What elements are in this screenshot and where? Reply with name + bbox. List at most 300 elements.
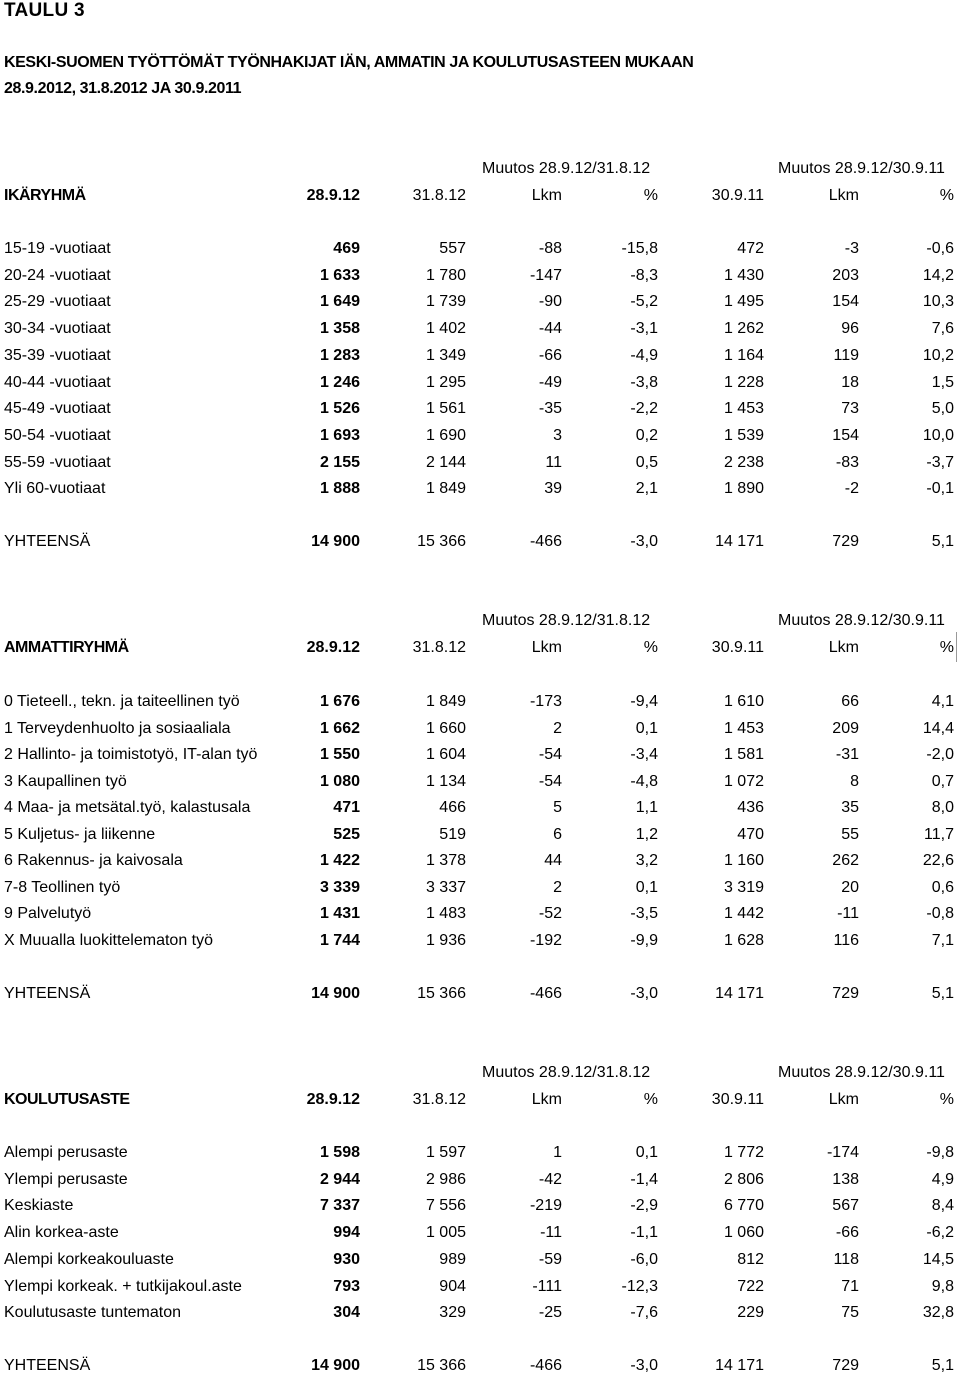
cell-change-pct-1: -3,0 xyxy=(630,533,658,550)
cell-change-lkm-1: 2 xyxy=(553,720,562,737)
cell-change-pct-2: 10,0 xyxy=(922,427,954,444)
cell-value-31-8-12: 1 660 xyxy=(425,720,466,737)
cell-change-pct-2: -0,6 xyxy=(926,240,954,257)
cell-value-28-9-12: 14 900 xyxy=(311,533,360,550)
cell-value-28-9-12: 1 283 xyxy=(319,347,360,364)
cell-change-pct-2: 7,1 xyxy=(931,932,954,949)
cell-value-28-9-12: 1 080 xyxy=(319,773,360,790)
col-header-pct: % xyxy=(643,187,658,204)
cell-value-31-8-12: 15 366 xyxy=(417,985,466,1002)
col-header-date3: 30.9.11 xyxy=(711,1091,764,1108)
cell-change-pct-2: -0,1 xyxy=(926,480,954,497)
table-row xyxy=(0,1195,960,1217)
total-row xyxy=(0,1355,960,1377)
table-row xyxy=(0,1142,960,1164)
table-row xyxy=(0,718,960,740)
cell-change-lkm-2: 203 xyxy=(832,267,859,284)
row-label: 7-8 Teollinen työ xyxy=(4,879,121,896)
cell-change-lkm-2: 729 xyxy=(832,1357,859,1374)
cell-value-31-8-12: 15 366 xyxy=(417,533,466,550)
cell-value-28-9-12: 1 676 xyxy=(319,693,360,710)
row-label: 20-24 -vuotiaat xyxy=(4,267,111,284)
cell-value-30-9-11: 2 806 xyxy=(723,1171,764,1188)
cell-change-lkm-2: -174 xyxy=(826,1144,859,1161)
col-header-pct: % xyxy=(643,1091,658,1108)
cell-value-28-9-12: 930 xyxy=(333,1251,360,1268)
cell-value-31-8-12: 1 849 xyxy=(425,480,466,497)
cell-change-pct-2: 5,1 xyxy=(931,985,954,1002)
section-heading: AMMATTIRYHMÄ xyxy=(4,639,129,656)
cell-change-lkm-1: -88 xyxy=(538,240,562,257)
cell-value-31-8-12: 1 780 xyxy=(425,267,466,284)
cell-value-28-9-12: 1 431 xyxy=(319,905,360,922)
cell-change-pct-2: 4,1 xyxy=(931,693,954,710)
cell-change-pct-1: -5,2 xyxy=(630,293,658,310)
cell-change-lkm-2: 209 xyxy=(832,720,859,737)
row-label: Ylempi perusaste xyxy=(4,1171,128,1188)
cell-value-30-9-11: 1 772 xyxy=(723,1144,764,1161)
row-label: 45-49 -vuotiaat xyxy=(4,400,111,417)
cell-change-pct-1: 3,2 xyxy=(635,852,658,869)
cell-value-28-9-12: 525 xyxy=(333,826,360,843)
cell-value-28-9-12: 1 649 xyxy=(319,293,360,310)
col-header-date3: 30.9.11 xyxy=(711,639,764,656)
cell-change-lkm-2: -3 xyxy=(844,240,859,257)
cell-value-28-9-12: 3 339 xyxy=(319,879,360,896)
table-row xyxy=(0,1302,960,1324)
cell-value-31-8-12: 989 xyxy=(439,1251,466,1268)
table-row xyxy=(0,824,960,846)
group-header-change-1: Muutos 28.9.12/31.8.12 xyxy=(482,1064,651,1081)
cell-value-31-8-12: 7 556 xyxy=(425,1197,466,1214)
cell-value-30-9-11: 812 xyxy=(737,1251,764,1268)
cell-change-pct-2: 5,0 xyxy=(931,400,954,417)
col-header-pct: % xyxy=(643,639,658,656)
cell-change-pct-1: -3,8 xyxy=(630,374,658,391)
cell-change-lkm-1: -25 xyxy=(538,1304,562,1321)
group-header-change-1: Muutos 28.9.12/31.8.12 xyxy=(482,160,651,177)
cell-change-lkm-2: 75 xyxy=(841,1304,859,1321)
cell-change-lkm-2: 35 xyxy=(841,799,859,816)
cell-change-pct-1: 0,2 xyxy=(635,427,658,444)
cell-value-31-8-12: 1 936 xyxy=(425,932,466,949)
table-row xyxy=(0,425,960,447)
table-row xyxy=(0,398,960,420)
cell-value-28-9-12: 1 246 xyxy=(319,374,360,391)
cell-change-lkm-2: 138 xyxy=(832,1171,859,1188)
cell-value-31-8-12: 1 295 xyxy=(425,374,466,391)
cell-change-pct-1: -3,5 xyxy=(630,905,658,922)
table-row xyxy=(0,238,960,260)
cell-change-lkm-2: 116 xyxy=(833,932,859,949)
row-label: 50-54 -vuotiaat xyxy=(4,427,111,444)
cell-change-pct-2: 10,3 xyxy=(922,293,954,310)
table-row xyxy=(0,372,960,394)
cell-value-31-8-12: 1 597 xyxy=(425,1144,466,1161)
cell-change-pct-1: 2,1 xyxy=(635,480,658,497)
cell-value-28-9-12: 7 337 xyxy=(319,1197,360,1214)
cell-change-lkm-1: -466 xyxy=(529,985,562,1002)
cell-value-31-8-12: 1 561 xyxy=(425,400,466,417)
table-row xyxy=(0,744,960,766)
cell-value-31-8-12: 1 349 xyxy=(425,347,466,364)
cell-value-28-9-12: 14 900 xyxy=(311,985,360,1002)
row-label: 25-29 -vuotiaat xyxy=(4,293,111,310)
cell-value-31-8-12: 519 xyxy=(439,826,466,843)
cell-change-lkm-1: -42 xyxy=(538,1171,562,1188)
cell-change-lkm-1: -35 xyxy=(538,400,562,417)
col-header-date1: 28.9.12 xyxy=(306,187,360,204)
cell-change-pct-1: -2,9 xyxy=(630,1197,658,1214)
cell-value-31-8-12: 1 134 xyxy=(425,773,466,790)
cell-change-pct-2: 14,5 xyxy=(922,1251,954,1268)
cell-value-30-9-11: 1 610 xyxy=(723,693,764,710)
cell-value-30-9-11: 1 072 xyxy=(723,773,764,790)
cell-change-lkm-2: 118 xyxy=(833,1251,859,1268)
cell-change-pct-2: -0,8 xyxy=(926,905,954,922)
cell-change-pct-1: -9,9 xyxy=(630,932,658,949)
cell-change-pct-1: -1,4 xyxy=(630,1171,658,1188)
cell-value-30-9-11: 1 539 xyxy=(723,427,764,444)
cell-change-lkm-2: 729 xyxy=(832,985,859,1002)
cell-change-pct-2: 8,0 xyxy=(931,799,954,816)
cell-value-28-9-12: 471 xyxy=(333,799,360,816)
cell-value-28-9-12: 1 888 xyxy=(319,480,360,497)
cell-change-lkm-2: -2 xyxy=(844,480,859,497)
group-header-change-2: Muutos 28.9.12/30.9.11 xyxy=(778,1064,945,1081)
total-row xyxy=(0,983,960,1005)
row-label: Alempi perusaste xyxy=(4,1144,128,1161)
cell-change-lkm-1: -466 xyxy=(529,1357,562,1374)
cell-change-lkm-1: 44 xyxy=(544,852,562,869)
cell-change-lkm-1: -52 xyxy=(538,905,562,922)
cell-value-31-8-12: 1 690 xyxy=(425,427,466,444)
cell-change-lkm-2: 729 xyxy=(832,533,859,550)
row-label: Koulutusaste tuntematon xyxy=(4,1304,182,1321)
cell-value-30-9-11: 14 171 xyxy=(715,533,764,550)
cell-value-31-8-12: 466 xyxy=(439,799,466,816)
table-row xyxy=(0,771,960,793)
row-label: 4 Maa- ja metsätal.työ, kalastusala xyxy=(4,799,251,816)
cell-value-30-9-11: 1 581 xyxy=(723,746,764,763)
cell-value-30-9-11: 1 262 xyxy=(723,320,764,337)
cell-value-30-9-11: 1 442 xyxy=(723,905,764,922)
cell-change-lkm-2: 66 xyxy=(841,693,859,710)
cell-value-30-9-11: 436 xyxy=(737,799,764,816)
document-subtitle: KESKI-SUOMEN TYÖTTÖMÄT TYÖNHAKIJAT IÄN, AMMATIN JA KOULUTUSASTEEN MUKAAN xyxy=(4,54,694,71)
row-label: Alempi korkeakouluaste xyxy=(4,1251,174,1268)
row-label: 15-19 -vuotiaat xyxy=(4,240,111,257)
cell-change-pct-1: -3,0 xyxy=(630,1357,658,1374)
cell-value-28-9-12: 1 422 xyxy=(319,852,360,869)
table-row xyxy=(0,1276,960,1298)
row-label: 3 Kaupallinen työ xyxy=(4,773,127,790)
cell-value-30-9-11: 472 xyxy=(737,240,764,257)
table-row xyxy=(0,797,960,819)
cell-change-pct-2: 14,2 xyxy=(922,267,954,284)
row-label: 1 Terveydenhuolto ja sosiaaliala xyxy=(4,720,231,737)
cell-change-pct-1: -3,4 xyxy=(630,746,658,763)
row-label: 5 Kuljetus- ja liikenne xyxy=(4,826,156,843)
cell-value-28-9-12: 1 633 xyxy=(319,267,360,284)
row-label: Alin korkea-aste xyxy=(4,1224,119,1241)
cell-change-pct-2: -2,0 xyxy=(926,746,954,763)
row-label: 30-34 -vuotiaat xyxy=(4,320,111,337)
cell-value-30-9-11: 470 xyxy=(737,826,764,843)
col-header-date1: 28.9.12 xyxy=(306,639,360,656)
cell-value-28-9-12: 1 662 xyxy=(319,720,360,737)
cell-value-31-8-12: 329 xyxy=(439,1304,466,1321)
cell-value-31-8-12: 904 xyxy=(439,1278,466,1295)
cell-value-31-8-12: 2 144 xyxy=(425,454,466,471)
col-header-pct: % xyxy=(939,187,954,204)
column-header-row xyxy=(0,637,960,659)
cell-change-pct-1: -9,4 xyxy=(630,693,658,710)
document-dates: 28.9.2012, 31.8.2012 JA 30.9.2011 xyxy=(4,80,242,97)
cell-change-pct-1: -7,6 xyxy=(630,1304,658,1321)
table-row xyxy=(0,318,960,340)
cell-change-lkm-1: -49 xyxy=(538,374,562,391)
cell-change-lkm-2: 262 xyxy=(832,852,859,869)
cell-change-lkm-1: -54 xyxy=(538,746,562,763)
col-header-lkm: Lkm xyxy=(828,639,859,656)
cell-value-30-9-11: 1 453 xyxy=(723,400,764,417)
cell-change-pct-1: -3,0 xyxy=(630,985,658,1002)
cell-change-lkm-1: -219 xyxy=(529,1197,562,1214)
cell-change-lkm-2: -31 xyxy=(835,746,859,763)
cell-value-28-9-12: 1 526 xyxy=(319,400,360,417)
row-label: 2 Hallinto- ja toimistotyö, IT-alan työ xyxy=(4,746,258,763)
cell-value-30-9-11: 1 060 xyxy=(723,1224,764,1241)
col-header-date2: 31.8.12 xyxy=(412,187,466,204)
total-row xyxy=(0,531,960,553)
column-header-row xyxy=(0,1089,960,1111)
cell-change-pct-2: 7,6 xyxy=(931,320,954,337)
group-header-change-2: Muutos 28.9.12/30.9.11 xyxy=(778,160,945,177)
cell-change-pct-2: 22,6 xyxy=(922,852,954,869)
cell-change-lkm-2: -83 xyxy=(835,454,859,471)
cell-change-pct-1: 1,1 xyxy=(635,799,658,816)
cell-change-lkm-1: -44 xyxy=(538,320,562,337)
cell-change-pct-2: -9,8 xyxy=(926,1144,954,1161)
cell-change-pct-1: -4,8 xyxy=(630,773,658,790)
cell-value-28-9-12: 1 744 xyxy=(319,932,360,949)
cell-change-pct-1: -12,3 xyxy=(621,1278,658,1295)
cell-value-28-9-12: 14 900 xyxy=(311,1357,360,1374)
group-header-change-2: Muutos 28.9.12/30.9.11 xyxy=(778,612,945,629)
row-label: 55-59 -vuotiaat xyxy=(4,454,111,471)
cell-change-lkm-2: -66 xyxy=(835,1224,859,1241)
cell-change-pct-1: 0,5 xyxy=(635,454,658,471)
group-header-row xyxy=(0,1062,960,1084)
table-row xyxy=(0,1249,960,1271)
cell-value-31-8-12: 2 986 xyxy=(425,1171,466,1188)
cell-change-lkm-2: 8 xyxy=(850,773,859,790)
cell-value-30-9-11: 2 238 xyxy=(723,454,764,471)
cell-value-28-9-12: 1 598 xyxy=(319,1144,360,1161)
col-header-date2: 31.8.12 xyxy=(412,1091,466,1108)
cell-value-30-9-11: 1 495 xyxy=(723,293,764,310)
col-header-lkm: Lkm xyxy=(531,639,562,656)
cell-value-31-8-12: 1 849 xyxy=(425,693,466,710)
cell-change-lkm-1: 3 xyxy=(553,427,562,444)
row-label: Keskiaste xyxy=(4,1197,74,1214)
cell-change-lkm-1: -66 xyxy=(538,347,562,364)
cell-change-pct-1: -4,9 xyxy=(630,347,658,364)
cell-value-30-9-11: 722 xyxy=(737,1278,764,1295)
cell-change-lkm-2: 73 xyxy=(841,400,859,417)
cell-change-pct-1: -2,2 xyxy=(630,400,658,417)
section-heading: KOULUTUSASTE xyxy=(4,1091,130,1108)
cell-value-28-9-12: 1 550 xyxy=(319,746,360,763)
cell-change-pct-1: -1,1 xyxy=(630,1224,658,1241)
cell-change-lkm-2: 567 xyxy=(832,1197,859,1214)
total-label: YHTEENSÄ xyxy=(4,1357,91,1374)
cell-value-28-9-12: 1 358 xyxy=(319,320,360,337)
cell-change-lkm-1: -147 xyxy=(529,267,562,284)
table-row xyxy=(0,478,960,500)
cell-change-lkm-1: -59 xyxy=(538,1251,562,1268)
cell-change-pct-2: -3,7 xyxy=(926,454,954,471)
cell-change-lkm-1: -11 xyxy=(540,1224,562,1241)
cell-change-lkm-1: 1 xyxy=(553,1144,562,1161)
cell-change-lkm-2: -11 xyxy=(837,905,859,922)
cell-change-pct-2: 5,1 xyxy=(931,1357,954,1374)
cell-value-28-9-12: 304 xyxy=(333,1304,360,1321)
table-row xyxy=(0,930,960,952)
cell-value-30-9-11: 1 430 xyxy=(723,267,764,284)
cell-value-31-8-12: 1 402 xyxy=(425,320,466,337)
row-label: Ylempi korkeak. + tutkijakoul.aste xyxy=(4,1278,242,1295)
cell-value-30-9-11: 1 628 xyxy=(723,932,764,949)
cell-value-31-8-12: 1 483 xyxy=(425,905,466,922)
cell-change-lkm-2: 119 xyxy=(833,347,859,364)
cell-change-lkm-1: 5 xyxy=(553,799,562,816)
col-header-pct: % xyxy=(939,1091,954,1108)
cell-value-30-9-11: 14 171 xyxy=(715,985,764,1002)
cell-value-31-8-12: 557 xyxy=(439,240,466,257)
cell-change-pct-1: 0,1 xyxy=(635,879,658,896)
cell-change-pct-1: -8,3 xyxy=(630,267,658,284)
cell-change-lkm-1: 6 xyxy=(553,826,562,843)
table-row xyxy=(0,1169,960,1191)
cell-change-pct-2: 1,5 xyxy=(931,374,954,391)
cell-value-28-9-12: 469 xyxy=(333,240,360,257)
cell-change-lkm-1: 2 xyxy=(553,879,562,896)
cell-change-lkm-1: 39 xyxy=(544,480,562,497)
cell-value-31-8-12: 1 378 xyxy=(425,852,466,869)
cell-value-30-9-11: 3 319 xyxy=(723,879,764,896)
cell-value-28-9-12: 2 155 xyxy=(319,454,360,471)
cell-value-28-9-12: 1 693 xyxy=(319,427,360,444)
row-label: 35-39 -vuotiaat xyxy=(4,347,111,364)
row-label: 40-44 -vuotiaat xyxy=(4,374,111,391)
cell-change-pct-1: 0,1 xyxy=(635,1144,658,1161)
cell-change-pct-2: 9,8 xyxy=(931,1278,954,1295)
table-row xyxy=(0,265,960,287)
cell-change-lkm-1: -466 xyxy=(529,533,562,550)
cell-change-pct-1: -6,0 xyxy=(630,1251,658,1268)
col-header-pct: % xyxy=(939,639,954,656)
table-row xyxy=(0,291,960,313)
cell-change-pct-2: 4,9 xyxy=(931,1171,954,1188)
cell-value-31-8-12: 1 739 xyxy=(425,293,466,310)
row-label: 9 Palvelutyö xyxy=(4,905,92,922)
col-header-lkm: Lkm xyxy=(828,187,859,204)
cell-value-28-9-12: 2 944 xyxy=(319,1171,360,1188)
cell-change-pct-2: 32,8 xyxy=(922,1304,954,1321)
cell-change-lkm-2: 96 xyxy=(841,320,859,337)
row-label: 0 Tieteell., tekn. ja taiteellinen työ xyxy=(4,693,240,710)
cell-change-lkm-2: 71 xyxy=(841,1278,859,1295)
total-label: YHTEENSÄ xyxy=(4,985,91,1002)
group-header-row xyxy=(0,158,960,180)
cell-value-30-9-11: 1 890 xyxy=(723,480,764,497)
cell-value-31-8-12: 3 337 xyxy=(425,879,466,896)
cell-change-lkm-1: -192 xyxy=(529,932,562,949)
table-row xyxy=(0,850,960,872)
cell-value-30-9-11: 1 160 xyxy=(723,852,764,869)
col-header-lkm: Lkm xyxy=(531,1091,562,1108)
cell-change-pct-1: 1,2 xyxy=(635,826,658,843)
cell-change-lkm-1: -54 xyxy=(538,773,562,790)
cell-change-lkm-2: 154 xyxy=(832,293,859,310)
cell-value-30-9-11: 1 164 xyxy=(723,347,764,364)
column-header-row xyxy=(0,185,960,207)
cell-value-31-8-12: 1 005 xyxy=(425,1224,466,1241)
col-header-date2: 31.8.12 xyxy=(412,639,466,656)
cell-change-lkm-2: 55 xyxy=(841,826,859,843)
col-header-date3: 30.9.11 xyxy=(711,187,764,204)
cell-value-30-9-11: 14 171 xyxy=(715,1357,764,1374)
group-header-change-1: Muutos 28.9.12/31.8.12 xyxy=(482,612,651,629)
row-label: X Muualla luokittelematon työ xyxy=(4,932,213,949)
cell-change-pct-2: 5,1 xyxy=(931,533,954,550)
cell-change-pct-1: -3,1 xyxy=(630,320,658,337)
cell-value-30-9-11: 6 770 xyxy=(723,1197,764,1214)
section-heading: IKÄRYHMÄ xyxy=(4,187,86,204)
table-row xyxy=(0,877,960,899)
row-label: 6 Rakennus- ja kaivosala xyxy=(4,852,183,869)
cell-change-pct-2: 0,6 xyxy=(931,879,954,896)
cell-change-lkm-1: 11 xyxy=(545,454,562,471)
table-row xyxy=(0,345,960,367)
cell-change-lkm-2: 20 xyxy=(841,879,859,896)
cell-change-pct-1: -15,8 xyxy=(621,240,658,257)
col-header-lkm: Lkm xyxy=(531,187,562,204)
cell-change-pct-2: -6,2 xyxy=(926,1224,954,1241)
cell-value-31-8-12: 1 604 xyxy=(425,746,466,763)
total-label: YHTEENSÄ xyxy=(4,533,91,550)
cell-change-pct-1: 0,1 xyxy=(635,720,658,737)
table-row xyxy=(0,691,960,713)
cell-value-28-9-12: 994 xyxy=(333,1224,360,1241)
table-row xyxy=(0,1222,960,1244)
cell-value-30-9-11: 229 xyxy=(737,1304,764,1321)
table-row xyxy=(0,452,960,474)
cell-value-28-9-12: 793 xyxy=(333,1278,360,1295)
cell-change-pct-2: 0,7 xyxy=(931,773,954,790)
col-header-date1: 28.9.12 xyxy=(306,1091,360,1108)
cell-change-pct-2: 10,2 xyxy=(922,347,954,364)
cell-change-pct-2: 11,7 xyxy=(924,826,954,843)
cell-change-lkm-1: -173 xyxy=(529,693,562,710)
cell-value-31-8-12: 15 366 xyxy=(417,1357,466,1374)
document-title: TAULU 3 xyxy=(4,0,85,21)
group-header-row xyxy=(0,610,960,632)
cell-change-lkm-1: -111 xyxy=(532,1278,562,1295)
cell-change-pct-2: 14,4 xyxy=(922,720,954,737)
